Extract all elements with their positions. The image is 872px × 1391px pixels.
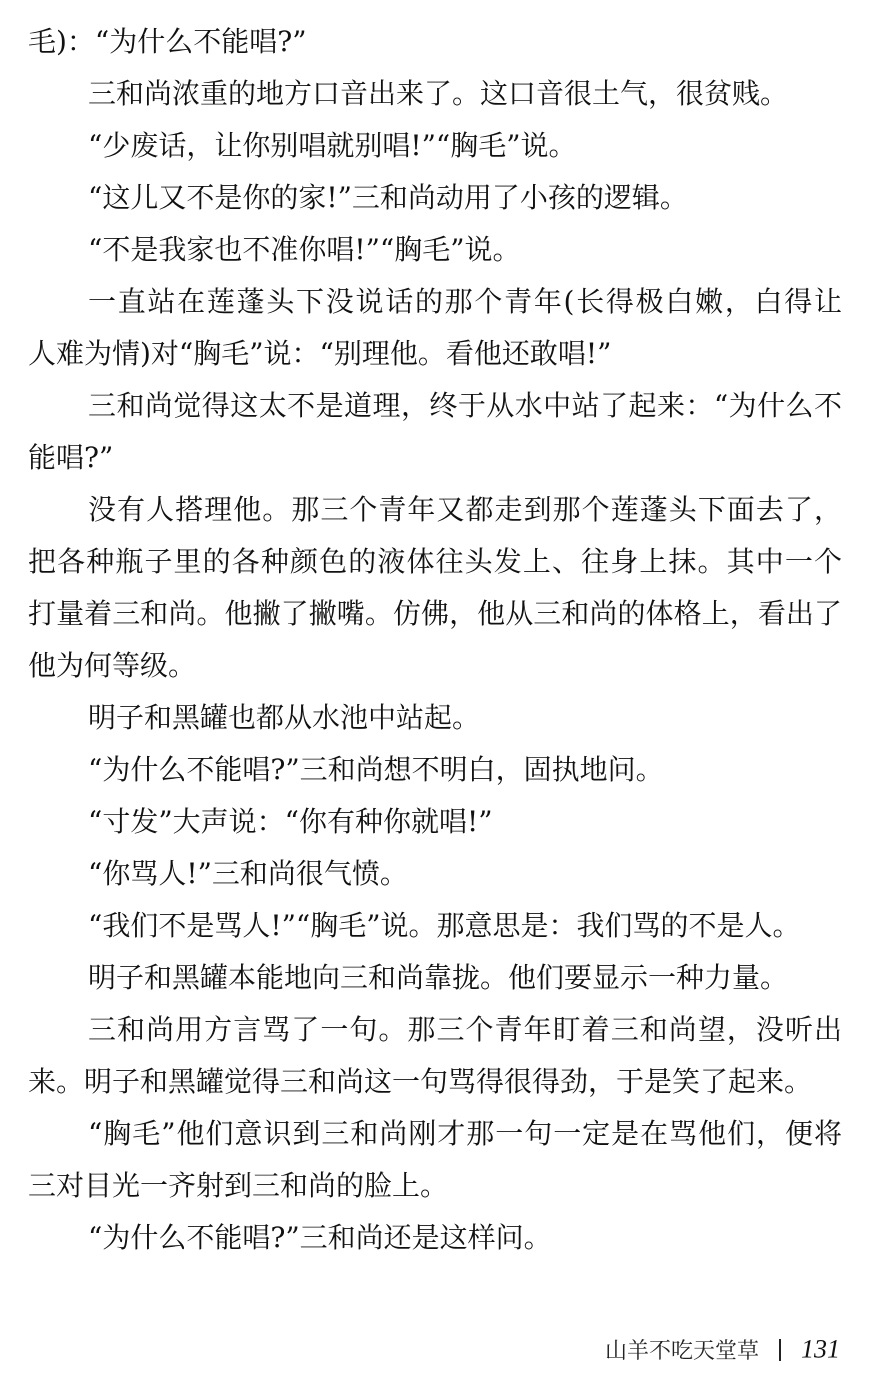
text-line: “为什么不能唱?”三和尚还是这样问。 [88, 1221, 552, 1254]
text-line: 没有人搭理他。那三个青年又都走到那个莲蓬头下面去了， [88, 493, 842, 526]
text-line: “为什么不能唱?”三和尚想不明白，固执地问。 [88, 753, 664, 786]
text-line: 毛)：“为什么不能唱?” [28, 25, 307, 58]
running-title: 山羊不吃天堂草 [604, 1339, 759, 1364]
text-line: 打量着三和尚。他撇了撇嘴。仿佛，他从三和尚的体格上，看出了 [28, 597, 842, 630]
text-line: “不是我家也不准你唱!”“胸毛”说。 [88, 233, 521, 266]
text-line: “你骂人!”三和尚很气愤。 [88, 857, 408, 890]
text-line: “胸毛”他们意识到三和尚刚才那一句一定是在骂他们，便将 [88, 1117, 842, 1150]
text-line: “这儿又不是你的家!”三和尚动用了小孩的逻辑。 [88, 181, 688, 214]
text-line: “我们不是骂人!”“胸毛”说。那意思是：我们骂的不是人。 [88, 909, 801, 942]
footer-divider [779, 1339, 781, 1361]
text-line: “寸发”大声说：“你有种你就唱!” [88, 805, 493, 838]
text-line: 来。明子和黑罐觉得三和尚这一句骂得很得劲，于是笑了起来。 [28, 1065, 813, 1098]
text-line: 他为何等级。 [28, 649, 197, 682]
page-number: 131 [801, 1334, 840, 1364]
text-line: 明子和黑罐也都从水池中站起。 [88, 701, 481, 734]
body-text [28, 16, 842, 1264]
page-footer [0, 1334, 840, 1374]
text-line: “少废话，让你别唱就别唱!”“胸毛”说。 [88, 129, 577, 162]
text-line: 人难为情)对“胸毛”说：“别理他。看他还敢唱!” [28, 337, 612, 370]
text-line: 三和尚用方言骂了一句。那三个青年盯着三和尚望，没听出 [88, 1013, 842, 1046]
text-line: 三和尚浓重的地方口音出来了。这口音很土气，很贫贱。 [88, 77, 789, 110]
text-line: 一直站在莲蓬头下没说话的那个青年(长得极白嫩，白得让 [88, 285, 842, 318]
text-line: 三和尚觉得这太不是道理，终于从水中站了起来：“为什么不 [88, 389, 842, 422]
text-line: 明子和黑罐本能地向三和尚靠拢。他们要显示一种力量。 [88, 961, 789, 994]
text-line: 能唱?” [28, 441, 114, 474]
text-line: 把各种瓶子里的各种颜色的液体往头发上、往身上抹。其中一个 [28, 545, 842, 578]
text-line: 三对目光一齐射到三和尚的脸上。 [28, 1169, 449, 1202]
